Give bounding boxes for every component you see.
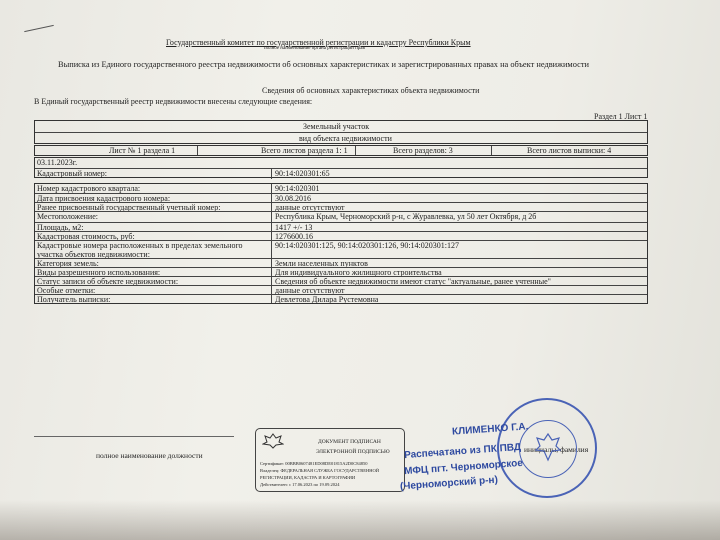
field-row — [35, 294, 647, 303]
cadastral-value: 90:14:020301:65 — [275, 169, 330, 178]
section-label: Раздел 1 Лист 1 — [594, 112, 648, 121]
sections-total: Всего разделов: 3 — [393, 146, 453, 155]
org-name: Государственный комитет по государственной регистрации и кадастру Республики Крым — [166, 38, 471, 47]
field-row — [35, 211, 647, 222]
certificate: Сертификат: 00BBB0607481ED08DE01815A2D0C84850 — [260, 461, 368, 466]
cadastral-label: Кадастровый номер: — [37, 169, 107, 178]
field-row — [35, 231, 647, 240]
field-label-text-2: участка объектов недвижимости: — [37, 250, 150, 258]
e-signature-stamp — [255, 428, 405, 492]
validity: Действителен: с 17.06.2023 по 19.09.2024 — [260, 482, 340, 487]
pen-mark — [24, 25, 54, 32]
org-caption: полное наименование органа регистрации прав — [264, 46, 365, 51]
field-label — [35, 295, 269, 303]
field-row — [35, 222, 647, 231]
sheets-table — [34, 145, 648, 156]
field-label — [35, 268, 269, 276]
field-label-text: Номер кадастрового квартала: — [37, 184, 141, 193]
field-label-text: Категория земель: — [37, 259, 99, 267]
owner-line-2: РЕГИСТРАЦИИ, КАДАСТРА И КАРТОГРАФИИ — [260, 475, 356, 480]
field-label — [35, 184, 269, 193]
field-row — [35, 193, 647, 202]
field-value: данные отсутствуют — [275, 203, 345, 211]
owner-line-1: Владелец: ФЕДЕРАЛЬНАЯ СЛУЖБА ГОСУДАРСТВЕННОЙ — [260, 468, 380, 473]
sheets-total-section: Всего листов раздела 1: 1 — [261, 146, 348, 155]
field-label-text: Площадь, м2: — [37, 223, 84, 231]
field-value: Земли населенных пунктов — [275, 259, 368, 267]
object-type-table — [34, 120, 648, 144]
field-value: данные отсутствуют — [275, 286, 345, 294]
field-row — [35, 184, 647, 193]
bottom-shadow — [0, 500, 720, 540]
field-value: 1276600.16 — [275, 232, 313, 240]
field-label — [35, 194, 269, 202]
field-value: 90:14:020301 — [275, 184, 320, 193]
sheet-number: Лист № 1 раздела 1 — [109, 146, 176, 155]
field-value: 30.08.2016 — [275, 194, 311, 202]
field-label-text: Кадастровая стоимость, руб: — [37, 232, 135, 240]
field-label — [35, 232, 269, 240]
field-value: Сведения об объекте недвижимости имеют статус "актуальные, ранее учтенные" — [275, 277, 551, 285]
field-label-text: Кадастровые номера расположенных в пределах земельного — [37, 241, 243, 250]
intro-text: В Единый государственный реестр недвижимости внесены следующие сведения: — [34, 97, 313, 106]
object-type-caption: вид объекта недвижимости — [299, 134, 392, 143]
print-line-2: МФЦ пгт. Черноморское — [403, 457, 524, 478]
field-row — [35, 258, 647, 267]
seal-emblem-icon — [535, 432, 561, 462]
date-table — [34, 157, 648, 178]
field-row — [35, 267, 647, 276]
field-label — [35, 203, 269, 211]
field-value: Для индивидуального жилищного строительства — [275, 268, 442, 276]
field-value: 90:14:020301:125, 90:14:020301:126, 90:14:020301:127 — [275, 241, 460, 250]
field-label — [35, 241, 269, 258]
print-line-3: (Черноморский р-н) — [399, 474, 499, 493]
field-label-text: Виды разрешенного использования: — [37, 268, 161, 276]
fields-table — [34, 183, 648, 304]
extract-title: Выписка из Единого государственного реестра недвижимости об основных характеристиках и зарегистрированных правах на объект недвижимости — [58, 60, 589, 69]
position-caption: полное наименование должности — [96, 451, 203, 460]
signed-line-2: ЭЛЕКТРОННОЙ ПОДПИСЬЮ — [316, 449, 390, 455]
object-type: Земельный участок — [303, 122, 370, 131]
name-stamp: КЛИМЕНКО Г.А. — [451, 421, 529, 438]
field-label-text: Ранее присвоенный государственный учетный номер: — [37, 203, 221, 211]
field-label-text: Статус записи об объекте недвижимости: — [37, 277, 179, 285]
field-label — [35, 259, 269, 267]
field-label — [35, 286, 269, 294]
field-value: Девлетова Дилара Рустемовна — [275, 295, 379, 303]
field-row — [35, 202, 647, 211]
extract-date: 03.11.2023г. — [37, 158, 78, 167]
field-row — [35, 276, 647, 285]
sheets-total-extract: Всего листов выписки: 4 — [527, 146, 612, 155]
field-label — [35, 212, 269, 222]
field-label — [35, 223, 269, 231]
initials-caption: инициалы, фамилия — [524, 445, 589, 454]
field-label-text: Особые отметки: — [37, 286, 96, 294]
field-row — [35, 285, 647, 294]
field-label-text: Местоположение: — [37, 212, 98, 221]
field-row — [35, 240, 647, 258]
print-line-1: Распечатано из ПК ПВД — [403, 441, 522, 462]
blank-line — [34, 436, 234, 437]
field-label-text: Дата присвоения кадастрового номера: — [37, 194, 171, 202]
emblem-icon — [262, 433, 284, 449]
section-subtitle: Сведения об основных характеристиках объекта недвижимости — [262, 86, 480, 95]
signed-line-1: ДОКУМЕНТ ПОДПИСАН — [318, 439, 381, 445]
field-value: 1417 +/- 13 — [275, 223, 313, 231]
field-label — [35, 277, 269, 285]
field-label-text: Получатель выписки: — [37, 295, 111, 303]
field-value: Республика Крым, Черноморский р-н, с Журавлевка, ул 50 лет Октября, д 2б — [275, 212, 537, 221]
